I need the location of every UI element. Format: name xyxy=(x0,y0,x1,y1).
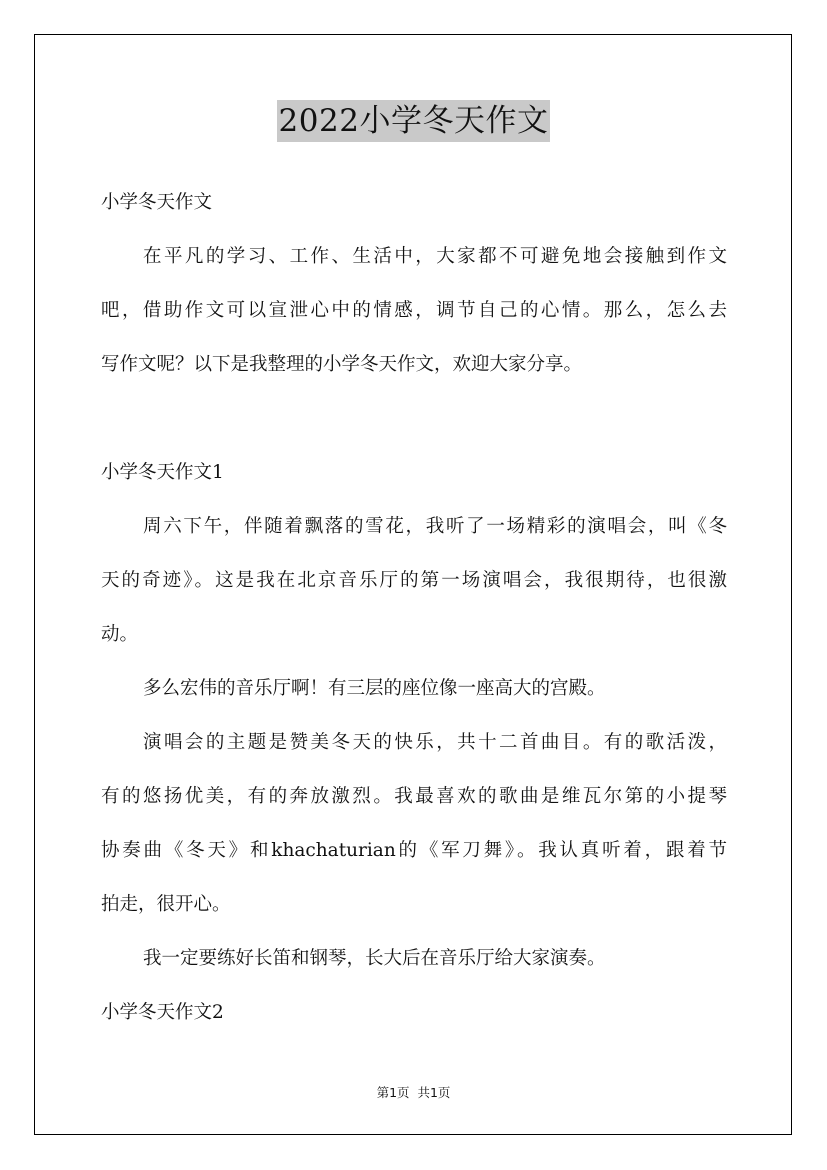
intro-line: 写作文呢？以下是我整理的小学冬天作文，欢迎大家分享。 xyxy=(101,354,583,375)
essay1-paragraph3-line: 有的悠扬优美，有的奔放激烈。我最喜欢的歌曲是维瓦尔第的小提琴 xyxy=(101,786,727,807)
essay2-heading: 小学冬天作文2 xyxy=(101,1002,224,1023)
essay1-paragraph3-line: 协奏曲《冬天》和khachaturian的《军刀舞》。我认真听着，跟着节 xyxy=(101,840,727,861)
page-number: 第1页 共1页 xyxy=(376,1085,451,1100)
essay1-paragraph1-line: 动。 xyxy=(101,624,139,645)
essay1-paragraph4: 我一定要练好长笛和钢琴，长大后在音乐厅给大家演奏。 xyxy=(143,948,606,969)
document-title: 2022小学冬天作文 xyxy=(277,100,551,142)
essay1-paragraph1-line: 天的奇迹》。这是我在北京音乐厅的第一场演唱会，我很期待，也很激 xyxy=(101,570,727,591)
title-container xyxy=(0,100,827,142)
essay1-paragraph3-line: 演唱会的主题是赞美冬天的快乐，共十二首曲目。有的歌活泼， xyxy=(143,732,727,753)
intro-line: 吧，借助作文可以宣泄心中的情感，调节自己的心情。那么，怎么去 xyxy=(101,300,727,321)
essay1-paragraph1-line: 周六下午，伴随着飘落的雪花，我听了一场精彩的演唱会，叫《冬 xyxy=(143,516,727,537)
spacer xyxy=(101,392,727,446)
essay1-paragraph3-line: 拍走，很开心。 xyxy=(101,894,231,915)
essay1-paragraph2: 多么宏伟的音乐厅啊！有三层的座位像一座高大的宫殿。 xyxy=(143,678,606,699)
intro-line: 在平凡的学习、工作、生活中，大家都不可避免地会接触到作文 xyxy=(143,246,727,267)
document-body xyxy=(101,176,727,1040)
subtitle: 小学冬天作文 xyxy=(101,192,213,213)
essay1-heading: 小学冬天作文1 xyxy=(101,462,224,483)
page-footer xyxy=(0,1083,827,1101)
